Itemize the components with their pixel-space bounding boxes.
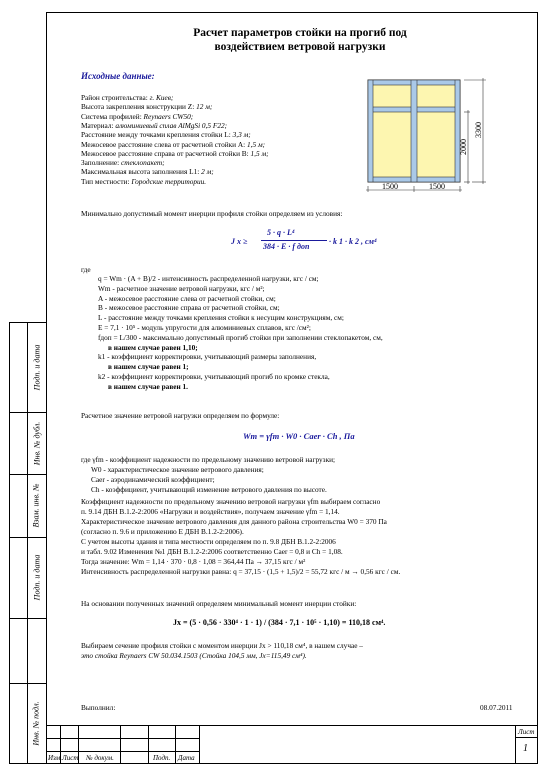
performed-label: Выполнил:	[81, 703, 116, 712]
wind-definition-line: где γfm - коэффициент надежности по предельному значению ветровой нагрузки;	[81, 455, 336, 464]
input-label: Расстояние между точками крепления стойки L:	[81, 130, 231, 140]
input-label: Заполнение:	[81, 158, 120, 168]
date: 08.07.2011	[480, 703, 513, 712]
input-value: Городские территории.	[131, 176, 207, 186]
definition-line: k1 - коэффициент корректировки, учитывающий размеры заполнения,	[98, 352, 317, 362]
definition-line: fдоп = L/300 - максимально допустимый прогиб стойки при заполнении стеклопакетом, см,	[98, 332, 383, 342]
definition-line: A - межосевое расстояние слева от расчетной стойки, см;	[98, 293, 276, 303]
input-label: Максимальная высота заполнения L1:	[81, 167, 200, 177]
definition-line: k2 - коэффициент корректировки, учитывающий прогиб по кромке стекла,	[98, 372, 330, 381]
wind-definition-line: W0 - характеристическое значение ветрового давления;	[91, 465, 264, 474]
definition-line: L - расстояние между точками крепления стойки к несущим конструкциям, см;	[98, 313, 344, 323]
calculation-line: С учетом высоты здания и типа местности определяем по п. 9.8 ДБН В.1.2-2:2006	[81, 537, 336, 546]
stamp-doc: № докум.	[86, 754, 114, 762]
conclusion-line-1: Выбираем сечение профиля стойки с моментом инерции Jx > 110,18 см⁴, в нашем случае –	[81, 641, 363, 650]
input-value: алюминиевый сплав AlMgSi 0,5 F22;	[115, 120, 228, 130]
wind-definition-line: Caer - аэродинамический коэффициент;	[91, 475, 215, 484]
where-label: где	[81, 265, 91, 274]
input-row	[81, 140, 265, 149]
input-label: Система профилей:	[81, 111, 142, 121]
input-label: Межосевое расстояние справа от расчетной стойки В:	[81, 148, 249, 158]
input-row	[81, 121, 227, 130]
input-value: 3,3 м;	[232, 130, 251, 140]
input-row	[81, 102, 212, 111]
stamp-sheet-label: Лист	[518, 728, 535, 736]
definition-line: в нашем случае равен 1.	[108, 381, 189, 391]
calculation-line: Тогда значение: Wm = 1,14 · 370 · 0,8 · 1,08 = 364,44 Па → 37,15 кгс / м²	[81, 557, 306, 566]
calculation-line: Интенсивность распределенной нагрузки равна: q = 37,15 · (1,5 + 1,5)/2 = 55,72 кгс / м → 0,56 кгс / см.	[81, 567, 401, 576]
calculation-line: Коэффициент надежности по предельному значению ветровой нагрузки γfm выбираем согласно	[81, 497, 381, 506]
stamp-sheet-number: 1	[523, 743, 528, 754]
stamp-data: Дата	[178, 754, 195, 762]
stamp-podp: Подп.	[153, 754, 171, 762]
input-row	[81, 112, 193, 121]
page-title: Расчет параметров стойки на прогиб под воздействием ветровой нагрузки	[193, 27, 407, 53]
dim-left: 1500	[382, 182, 398, 191]
stamp-list: Лист	[62, 754, 79, 762]
dim-right: 1500	[429, 182, 445, 191]
side-label: Подп. и дата	[32, 344, 42, 390]
side-label: Инв. № подл.	[32, 701, 42, 746]
input-label: Район строительства:	[81, 93, 148, 102]
input-row	[81, 167, 214, 176]
intro-text-2: Расчетное значение ветровой нагрузки определяем по формуле:	[81, 411, 280, 420]
input-value: стеклопакет;	[120, 158, 165, 168]
calculation-line: (согласно п. 9.6 и приложению Е ДБН В.1.2-2:2006).	[81, 527, 244, 536]
input-label: Материал:	[81, 120, 114, 130]
side-label: Инв. № дубл.	[32, 421, 42, 465]
conclusion-line-2: это стойка Reynaers CW 50.034.1503 (Стойка 104,5 мм, Jx=115,49 см⁴).	[81, 651, 307, 660]
calculation-line: Характеристическое значение ветрового давления для данного района строительства W0 = 370 Па	[81, 517, 387, 526]
dim-total: 3300	[474, 122, 483, 138]
side-label: Взам. инв. №	[32, 483, 42, 528]
calculation-line: п. 9.14 ДБН В.1.2-2:2006 «Нагрузки и воздействия», получаем значение γfm = 1,14.	[81, 507, 340, 516]
input-row	[81, 130, 251, 139]
side-column-outer	[9, 322, 27, 764]
definition-line: Wm - расчетное значение ветровой нагрузки, кгс / м²;	[98, 283, 265, 293]
definition-line: E = 7,1 · 10⁵ - модуль упругости для алюминиевых сплавов, кгс /см²;	[98, 323, 311, 332]
stamp-izm: Изм.	[48, 754, 62, 762]
input-value: 2 м;	[201, 167, 214, 177]
input-value: Reynaers CW50;	[143, 111, 194, 121]
intro-text-3: На основании полученных значений определяем минимальный момент инерции стойки:	[81, 599, 357, 608]
definition-line: q = Wm · (A + B)/2 - интенсивность распределенной нагрузки, кгс / см;	[98, 274, 319, 283]
intro-text-1: Минимально допустимый момент инерции профиля стойки определяем из условия:	[81, 209, 343, 218]
input-value: г. Киев;	[149, 93, 174, 102]
input-value: 12 м;	[196, 102, 213, 112]
section-subtitle: Исходные данные:	[81, 71, 155, 81]
input-label: Тип местности:	[81, 176, 130, 186]
definition-line: в нашем случае равен 1,10;	[108, 342, 198, 352]
wind-definition-line: Ch - коэффициент, учитывающий изменение ветрового давления по высоте.	[91, 485, 327, 494]
facade-drawing	[362, 72, 502, 200]
input-row	[81, 158, 165, 167]
input-row	[81, 177, 206, 186]
definition-line: B - межосевое расстояние справа от расчетной стойки, см;	[98, 303, 280, 313]
formula-result: Jx = (5 · 0,56 · 330⁴ · 1 · 1) / (384 · 7,1 · 10⁵ · 1,10) = 110,18 см⁴.	[173, 618, 386, 627]
input-value: 1,5 м;	[250, 148, 269, 158]
input-value: 1,5 м;	[247, 139, 266, 149]
input-row	[81, 149, 269, 158]
input-row	[81, 93, 173, 102]
input-label: Высота закрепления конструкции Z:	[81, 102, 195, 112]
formula-wind-load: Wm = γfm · W0 · Caer · Ch , Па	[243, 431, 355, 441]
side-label: Подп. и дата	[32, 554, 42, 601]
dim-fill: 2000	[459, 139, 468, 155]
definition-line: в нашем случае равен 1;	[108, 362, 189, 372]
input-label: Межосевое расстояние слева от расчетной стойки А:	[81, 139, 246, 149]
calculation-line: и табл. 9.02 Изменения №1 ДБН В.1.2-2:2006 соответственно Caer = 0,8 и Ch = 1,08.	[81, 547, 343, 556]
